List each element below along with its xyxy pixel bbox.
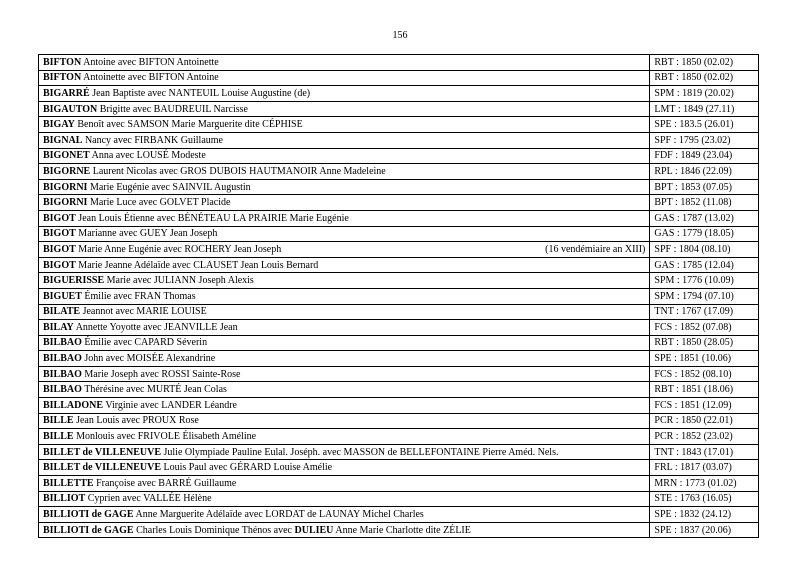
entry-details: Jean Baptiste avec NANTEUIL Louise Augustine (de): [89, 87, 311, 99]
entry-cell: [39, 210, 650, 226]
entry-details: Marie Anne Eugénie avec ROCHERY Jean Joseph: [75, 243, 282, 255]
reference-cell: RPL : 1846 (22.09): [650, 164, 759, 180]
table-row: [39, 335, 759, 351]
reference-cell: STE : 1763 (16.05): [650, 491, 759, 507]
entry-surname: BIGORNI: [43, 197, 88, 209]
reference-cell: SPF : 1804 (08.10): [650, 242, 759, 258]
entry-cell: [39, 398, 650, 414]
entry-cell: [39, 444, 650, 460]
entry-surname: BILLADONE: [43, 399, 104, 411]
entry-details: Marianne avec GUEY Jean Joseph: [75, 228, 218, 240]
entry-cell: [39, 132, 650, 148]
table-row: [39, 273, 759, 289]
entry-details: Cyprien avec VALLÉE Hélène: [85, 493, 212, 505]
entry-cell: [39, 476, 650, 492]
table-row: [39, 351, 759, 367]
entry-cell: [39, 413, 650, 429]
entry-cell: [39, 148, 650, 164]
entry-details: Émilie avec FRAN Thomas: [81, 290, 196, 302]
table-row: [39, 507, 759, 523]
table-row: [39, 257, 759, 273]
marriage-registry-table: [38, 54, 759, 538]
entry-cell: [39, 351, 650, 367]
entry-surname: BIGOT: [43, 228, 76, 240]
entry-details: Anna avec LOUSÉ Modeste: [89, 150, 206, 162]
reference-cell: PCR : 1852 (23.02): [650, 429, 759, 445]
reference-cell: RBT : 1850 (02.02): [650, 55, 759, 71]
entry-cell: [39, 242, 650, 258]
entry-cell: [39, 320, 650, 336]
reference-cell: BPT : 1852 (11.08): [650, 195, 759, 211]
table-row: [39, 86, 759, 102]
reference-cell: FCS : 1852 (08.10): [650, 366, 759, 382]
table-row: [39, 522, 759, 538]
entry-surname: BIGAUTON: [43, 103, 98, 115]
reference-cell: RBT : 1851 (18.06): [650, 382, 759, 398]
reference-cell: SPE : 1832 (24.12): [650, 507, 759, 523]
entry-surname: BILBAO: [43, 337, 82, 349]
entry-cell: [39, 460, 650, 476]
entry-cell: [39, 366, 650, 382]
entry-details: Benoît avec SAMSON Marie Marguerite dite CÉPHISE: [74, 119, 303, 131]
registry-body: [39, 55, 759, 538]
table-row: [39, 366, 759, 382]
table-row: [39, 320, 759, 336]
entry-cell: [39, 164, 650, 180]
entry-details: Marie Jeanne Adélaïde avec CLAUSET Jean Louis Bernard: [75, 259, 319, 271]
reference-cell: FDF : 1849 (23.04): [650, 148, 759, 164]
entry-cell: [39, 522, 650, 538]
table-row: [39, 288, 759, 304]
entry-details: Laurent Nicolas avec GROS DUBOIS HAUTMANOIR Anne Madeleine: [90, 165, 386, 177]
entry-details: Françoise avec BARRÉ Guillaume: [93, 477, 237, 489]
reference-cell: RBT : 1850 (28.05): [650, 335, 759, 351]
entry-details: Jeannot avec MARIE LOUISE: [80, 306, 207, 318]
table-row: [39, 304, 759, 320]
reference-cell: SPM : 1794 (07.10): [650, 288, 759, 304]
entry-surname: BILLIOTI de GAGE: [43, 509, 134, 521]
table-row: [39, 210, 759, 226]
table-row: [39, 476, 759, 492]
entry-cell: [39, 70, 650, 86]
entry-details: Julie Olympiade Pauline Eulal. Joséph. avec MASSON de BELLEFONTAINE Pierre Améd. Nels.: [161, 446, 559, 458]
table-row: [39, 382, 759, 398]
table-row: [39, 101, 759, 117]
entry-cell: [39, 117, 650, 133]
reference-cell: PCR : 1850 (22.01): [650, 413, 759, 429]
entry-cell: [39, 101, 650, 117]
reference-cell: LMT : 1849 (27.11): [650, 101, 759, 117]
table-row: [39, 148, 759, 164]
entry-surname: BIFTON: [43, 56, 82, 68]
reference-cell: GAS : 1779 (18.05): [650, 226, 759, 242]
table-row: [39, 242, 759, 258]
entry-cell: [39, 335, 650, 351]
entry-surname: BIGUERISSE: [43, 275, 105, 287]
reference-cell: FRL : 1817 (03.07): [650, 460, 759, 476]
reference-cell: BPT : 1853 (07.05): [650, 179, 759, 195]
entry-details: Anne Marguerite Adélaïde avec LORDAT de LAUNAY Michel Charles: [133, 509, 424, 521]
reference-cell: FCS : 1851 (12.09): [650, 398, 759, 414]
entry-cell: [39, 86, 650, 102]
entry-surname: BILATE: [43, 306, 81, 318]
entry-details: Thérésine avec MURTÉ Jean Colas: [81, 384, 227, 396]
entry-spouse-surname: DULIEU: [294, 524, 334, 536]
reference-cell: SPM : 1776 (10.09): [650, 273, 759, 289]
reference-cell: SPE : 1851 (10.06): [650, 351, 759, 367]
entry-details: Émilie avec CAPARD Séverin: [81, 337, 208, 349]
entry-surname: BILLIOT: [43, 493, 86, 505]
entry-cell: [39, 226, 650, 242]
reference-cell: GAS : 1787 (13.02): [650, 210, 759, 226]
entry-cell: [39, 179, 650, 195]
table-row: [39, 195, 759, 211]
reference-cell: TNT : 1767 (17.09): [650, 304, 759, 320]
entry-details: Nancy avec FIRBANK Guillaume: [82, 134, 223, 146]
reference-cell: SPM : 1819 (20.02): [650, 86, 759, 102]
entry-details: Marie avec JULIANN Joseph Alexis: [104, 275, 254, 287]
table-row: [39, 413, 759, 429]
entry-surname: BILLET de VILLENEUVE: [43, 462, 162, 474]
table-row: [39, 491, 759, 507]
entry-surname: BIGOT: [43, 243, 76, 255]
entry-details: Antoine avec BIFTON Antoinette: [81, 56, 219, 68]
page-number: 156: [392, 30, 408, 41]
entry-surname: BILLE: [43, 415, 74, 427]
entry-surname: BIGUET: [43, 290, 82, 302]
table-row: [39, 164, 759, 180]
entry-surname: BIGAY: [43, 119, 75, 131]
entry-cell: [39, 304, 650, 320]
entry-cell: [39, 288, 650, 304]
table-row: [39, 429, 759, 445]
table-row: [39, 460, 759, 476]
entry-cell: [39, 429, 650, 445]
entry-note: (16 vendémiaire an XIII): [545, 243, 646, 255]
entry-details: Brigitte avec BAUDREUIL Narcisse: [97, 103, 248, 115]
table-row: [39, 444, 759, 460]
reference-cell: RBT : 1850 (02.02): [650, 70, 759, 86]
entry-details: Charles Louis Dominique Thénos avec: [133, 524, 295, 536]
entry-details: Monlouis avec FRIVOLE Élisabeth Améline: [73, 431, 257, 443]
table-row: [39, 179, 759, 195]
entry-surname: BILBAO: [43, 384, 82, 396]
reference-cell: SPF : 1795 (23.02): [650, 132, 759, 148]
entry-surname: BILBAO: [43, 368, 82, 380]
entry-surname: BIGOT: [43, 212, 76, 224]
entry-details: Marie Eugénie avec SAINVIL Augustin: [87, 181, 251, 193]
entry-details: Virginie avec LANDER Léandre: [103, 399, 237, 411]
reference-cell: SPE : 1837 (20.06): [650, 522, 759, 538]
entry-surname: BILLE: [43, 431, 74, 443]
reference-cell: FCS : 1852 (07.08): [650, 320, 759, 336]
entry-details: Marie Luce avec GOLVET Placide: [87, 197, 231, 209]
entry-surname: BILAY: [43, 321, 74, 333]
reference-cell: TNT : 1843 (17.01): [650, 444, 759, 460]
entry-cell: [39, 257, 650, 273]
entry-details: Annette Yoyotte avec JEANVILLE Jean: [73, 321, 238, 333]
entry-surname: BILBAO: [43, 353, 82, 365]
table-row: [39, 117, 759, 133]
entry-surname: BIFTON: [43, 72, 82, 84]
entry-details: Louis Paul avec GÉRARD Louise Amélie: [161, 462, 333, 474]
entry-surname: BIGORNI: [43, 181, 88, 193]
entry-surname: BILLIOTI de GAGE: [43, 524, 134, 536]
table-row: [39, 55, 759, 71]
entry-surname: BIGNAL: [43, 134, 83, 146]
entry-cell: [39, 382, 650, 398]
entry-surname: BIGORNE: [43, 165, 91, 177]
entry-surname: BIGOT: [43, 259, 76, 271]
table-row: [39, 226, 759, 242]
entry-details: John avec MOISÉE Alexandrine: [81, 353, 216, 365]
entry-cell: [39, 55, 650, 71]
entry-spouse-details: Anne Marie Charlotte dite ZÉLIE: [333, 524, 471, 536]
entry-surname: BILLETTE: [43, 477, 94, 489]
entry-details: Marie Joseph avec ROSSI Sainte-Rose: [81, 368, 241, 380]
reference-cell: SPE : 183.5 (26.01): [650, 117, 759, 133]
entry-surname: BIGONET: [43, 150, 90, 162]
entry-cell: [39, 273, 650, 289]
table-row: [39, 70, 759, 86]
entry-cell: [39, 491, 650, 507]
reference-cell: GAS : 1785 (12.04): [650, 257, 759, 273]
entry-details: Jean Louis Étienne avec BÉNÉTEAU LA PRAIRIE Marie Eugénie: [75, 212, 349, 224]
table-row: [39, 398, 759, 414]
entry-surname: BIGARRÉ: [43, 87, 90, 99]
reference-cell: MRN : 1773 (01.02): [650, 476, 759, 492]
entry-details: Antoinette avec BIFTON Antoine: [81, 72, 219, 84]
table-row: [39, 132, 759, 148]
entry-cell: [39, 507, 650, 523]
entry-surname: BILLET de VILLENEUVE: [43, 446, 162, 458]
entry-details: Jean Louis avec PROUX Rose: [73, 415, 199, 427]
entry-cell: [39, 195, 650, 211]
